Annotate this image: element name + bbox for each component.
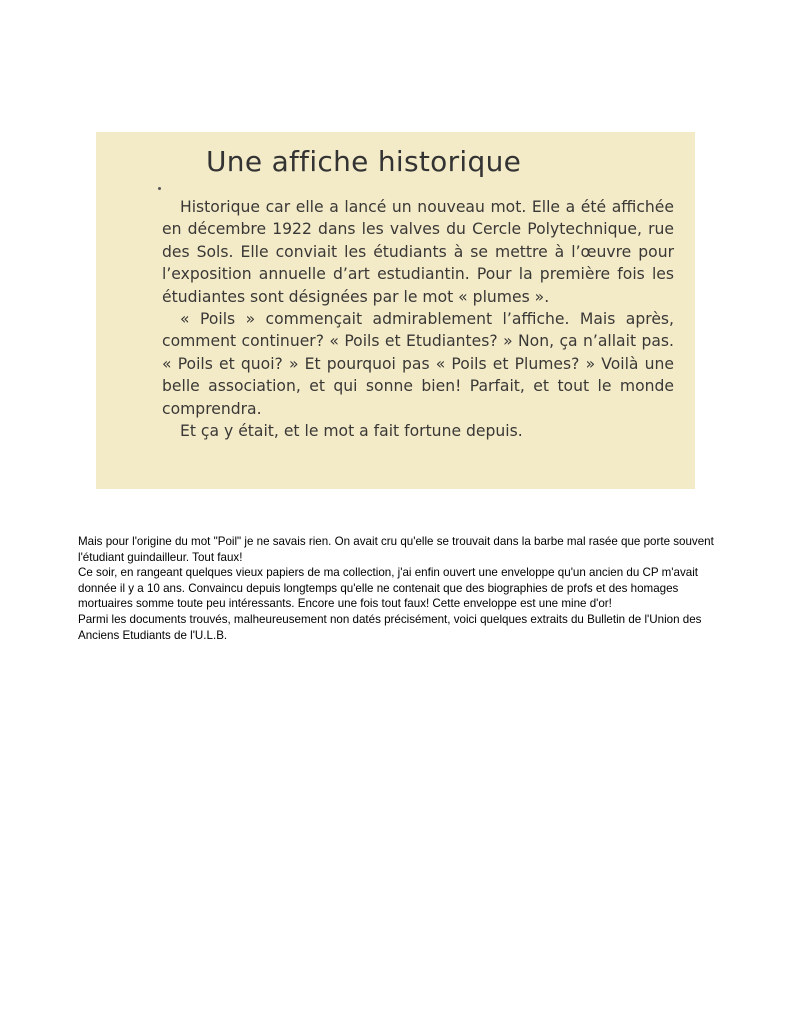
clipping-title: Une affiche historique [206, 145, 522, 178]
clipping-paragraph: « Poils » commençait admirablement l’affiche. Mais après, comment continuer? « Poils et Etudiantes? » Non, ça n’allait pas. « Poils et quoi? » Et pourquoi pas « Poils et Plumes? » Voilà une belle association, et qui sonne bien! Parfait, et tout le monde comprendra. [162, 310, 674, 418]
commentary-paragraph: Parmi les documents trouvés, malheureusement non datés précisément, voici quelques extraits du Bulletin de l'Union des Anciens Etudiants de l'U.L.B. [78, 612, 702, 642]
bullet-dot [158, 187, 161, 190]
newspaper-clipping [96, 132, 695, 489]
commentary-text [78, 534, 718, 643]
clipping-paragraph: Historique car elle a lancé un nouveau mot. Elle a été affichée en décembre 1922 dans les valves du Cercle Polytechnique, rue des Sols. Elle conviait les étudiants à se mettre à l’œuvre pour l’exposition annuelle d’art estudiantin. Pour la première fois les étudiantes sont désignées par le mot « plumes ». [162, 198, 674, 306]
clipping-paragraph: Et ça y était, et le mot a fait fortune depuis. [180, 422, 523, 441]
commentary-paragraph: Mais pour l'origine du mot "Poil" je ne savais rien. On avait cru qu'elle se trouvait dans la barbe mal rasée que porte souvent l'étudiant guindailleur. Tout faux! [78, 535, 714, 564]
commentary-paragraph: Ce soir, en rangeant quelques vieux papiers de ma collection, j'ai enfin ouvert une enveloppe qu'un ancien du CP m'avait donnée il y a 10 ans. Convaincu depuis longtemps qu'elle ne contenait que des biographies de profs et des homages mortuaires somme toute peu intéressants. Encore une fois tout faux! Cette enveloppe est une mine d'or! [78, 566, 699, 611]
clipping-body [162, 196, 674, 442]
